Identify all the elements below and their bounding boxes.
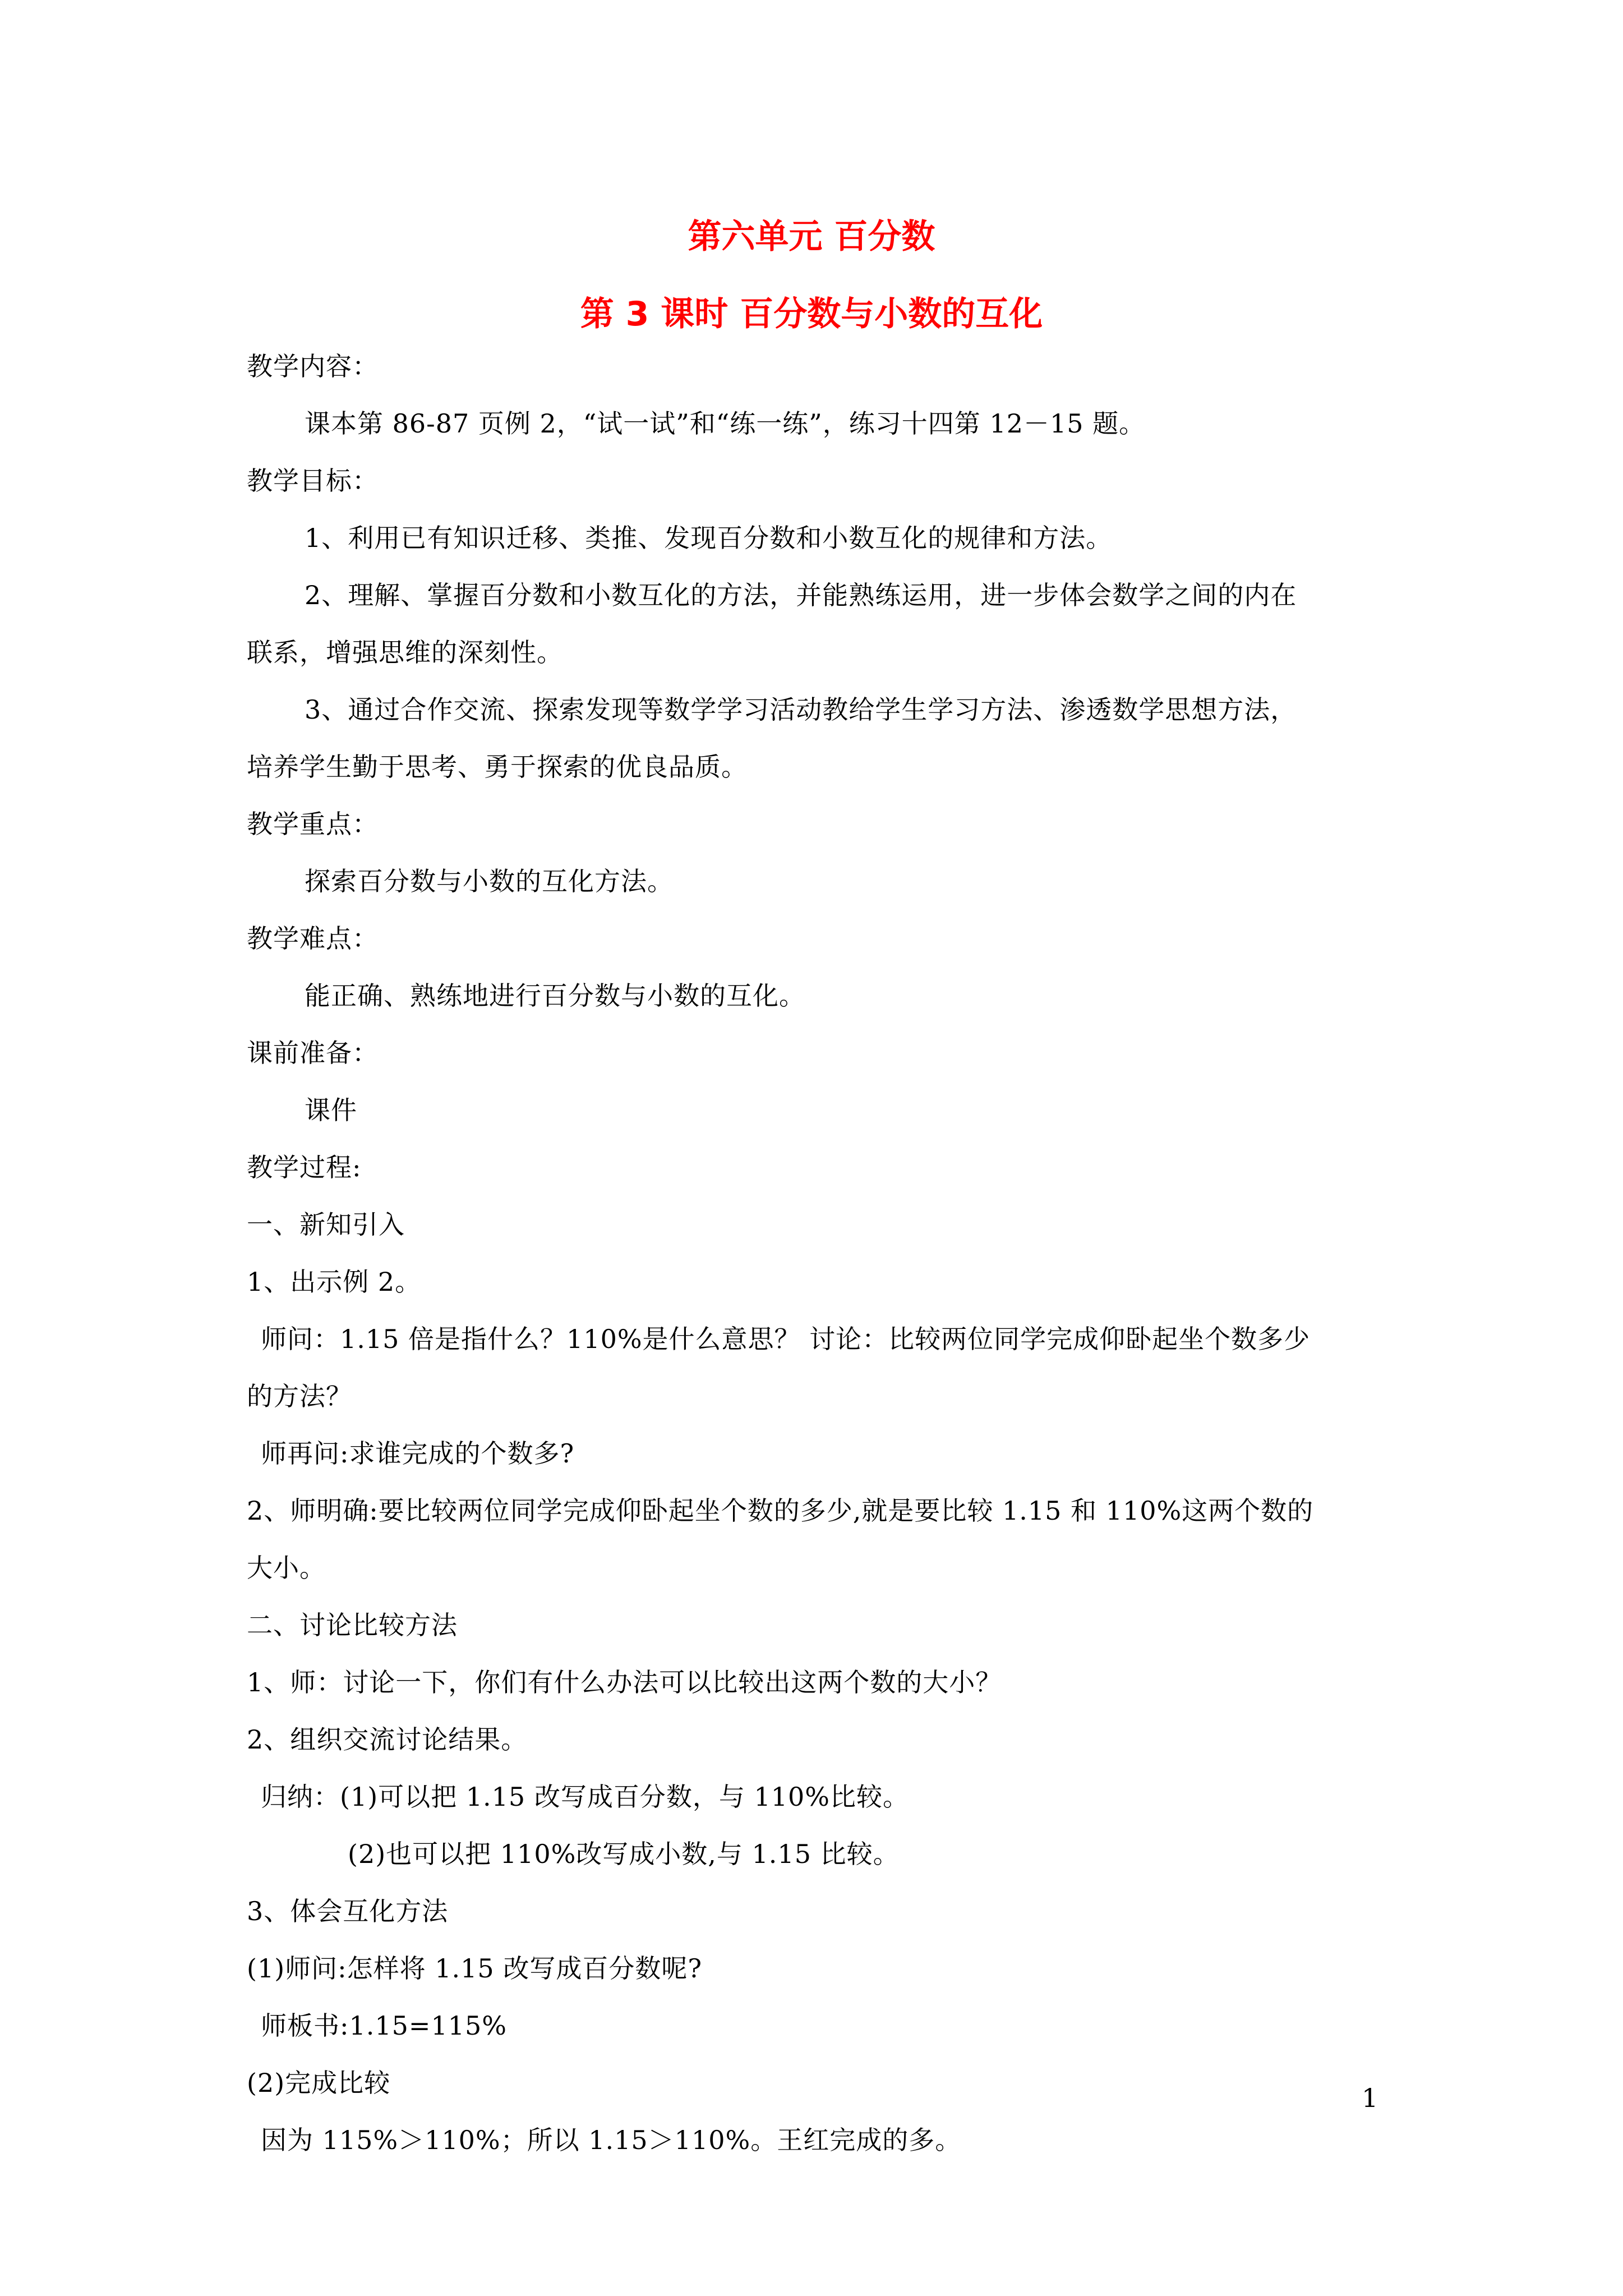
section-heading-process: 教学过程: bbox=[247, 1152, 362, 1182]
content-text: 课本第 86-87 页例 2，“试一试”和“练一练”，练习十四第 12－15 题。 bbox=[305, 408, 1146, 439]
discussion-step-1: 1、师：讨论一下，你们有什么办法可以比较出这两个数的大小？ bbox=[247, 1667, 1002, 1697]
objective-3-line-1: 3、通过合作交流、探索发现等数学学习活动教给学生学习方法、渗透数学思想方法， bbox=[305, 694, 1297, 725]
teacher-question-line-1: 师问：1.15 倍是指什么？110%是什么意思？ 讨论：比较两位同学完成仰卧起坐个数多少 bbox=[261, 1324, 1311, 1354]
section-heading-content: 教学内容： bbox=[247, 351, 379, 381]
part-two-heading: 二、讨论比较方法 bbox=[247, 1610, 458, 1640]
discussion-step-2: 2、组织交流讨论结果。 bbox=[247, 1724, 528, 1755]
objective-2-line-2: 联系，增强思维的深刻性。 bbox=[247, 637, 563, 668]
comparison-result: 因为 115%＞110%；所以 1.15＞110%。王红完成的多。 bbox=[261, 2125, 962, 2155]
complete-comparison: (2)完成比较 bbox=[247, 2068, 391, 2098]
section-heading-preparation: 课前准备： bbox=[247, 1038, 379, 1068]
key-points-text: 探索百分数与小数的互化方法。 bbox=[305, 866, 674, 896]
section-heading-difficulties: 教学难点： bbox=[247, 923, 379, 954]
preparation-text: 课件 bbox=[305, 1095, 357, 1125]
summary-2: (2)也可以把 110%改写成小数,与 1.15 比较。 bbox=[348, 1839, 900, 1869]
lesson-title: 第 3 课时 百分数与小数的互化 bbox=[580, 295, 1043, 334]
section-heading-objectives: 教学目标： bbox=[247, 466, 379, 496]
teacher-question-line-2: 的方法？ bbox=[247, 1381, 352, 1411]
conversion-question: (1)师问:怎样将 1.15 改写成百分数呢? bbox=[247, 1953, 702, 1984]
teacher-question-again: 师再问:求谁完成的个数多? bbox=[261, 1438, 575, 1469]
step-2-line-1: 2、师明确:要比较两位同学完成仰卧起坐个数的多少,就是要比较 1.15 和 110%这两个数的 bbox=[247, 1496, 1314, 1526]
section-heading-key-points: 教学重点： bbox=[247, 809, 379, 839]
discussion-step-3: 3、体会互化方法 bbox=[247, 1896, 449, 1926]
part-one-heading: 一、新知引入 bbox=[247, 1209, 405, 1240]
step-1: 1、出示例 2。 bbox=[247, 1267, 422, 1297]
objective-1: 1、利用已有知识迁移、类推、发现百分数和小数互化的规律和方法。 bbox=[305, 523, 1113, 553]
objective-2-line-1: 2、理解、掌握百分数和小数互化的方法，并能熟练运用，进一步体会数学之间的内在 bbox=[305, 580, 1297, 610]
difficulties-text: 能正确、熟练地进行百分数与小数的互化。 bbox=[305, 981, 805, 1011]
summary-1: 归纳：(1)可以把 1.15 改写成百分数，与 110%比较。 bbox=[261, 1782, 909, 1812]
board-writing: 师板书:1.15=115% bbox=[261, 2010, 507, 2041]
unit-title: 第六单元 百分数 bbox=[688, 217, 935, 256]
objective-3-line-2: 培养学生勤于思考、勇于探索的优良品质。 bbox=[247, 752, 748, 782]
page-number: 1 bbox=[1362, 2083, 1378, 2113]
step-2-line-2: 大小。 bbox=[247, 1553, 326, 1583]
